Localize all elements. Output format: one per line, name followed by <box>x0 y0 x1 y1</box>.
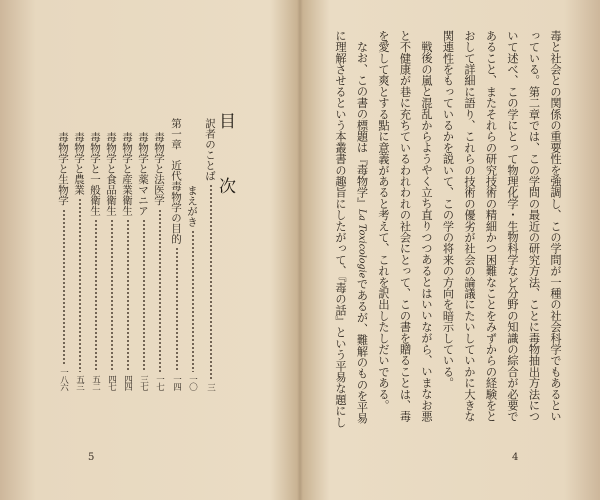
toc-title: 目 次 <box>215 112 235 208</box>
toc-entry-label: 毒物学と薬マニア <box>137 132 149 216</box>
toc-entry-page: 一〇 <box>187 375 198 390</box>
paragraph-text: 戦後の嵐と混乱からようやく立ち直りつつあるとはいいながら、いまなお悪と不健康が巷に充ちているわれわれの社会にとって、この書を贈ることは、毒を愛して爽とする點に意義があると考えて、これを訳出したしだいである。 <box>377 30 433 422</box>
toc-entry-page: 五二 <box>90 375 101 390</box>
toc-entry-label: 毒物学と食品衛生 <box>105 132 117 216</box>
toc-entry-page: 五三 <box>74 375 85 390</box>
toc-entry-label: 毒物学と一般衛生 <box>89 132 101 216</box>
toc-entry <box>88 132 103 390</box>
toc-leader <box>79 198 81 372</box>
toc-leader <box>143 219 145 372</box>
toc-entry <box>152 132 167 390</box>
toc-entry <box>169 118 184 390</box>
toc-entry-label: 訳者のことば <box>204 118 216 181</box>
toc-leader <box>111 219 113 372</box>
toc-leader <box>159 209 161 373</box>
toc-leader <box>192 230 194 372</box>
toc-entry-label: 毒物学と生物学 <box>57 132 69 206</box>
toc-entry-label: 毒物学と産業衛生 <box>121 132 133 216</box>
toc-entry <box>72 132 87 390</box>
toc-entry <box>185 185 200 390</box>
toc-entry-page: 一四 <box>171 375 182 390</box>
page-number-left: 5 <box>88 452 95 463</box>
text-block <box>326 30 566 430</box>
toc-entry-page: 四四 <box>122 375 133 390</box>
toc-entry <box>120 132 135 390</box>
toc-entry <box>203 118 218 390</box>
paragraph <box>437 30 566 430</box>
paragraph-text: であるが、難解のものを平易に理解させるという本叢書の趣旨にしたがって、『毒の話』という平易な題にし <box>334 30 369 428</box>
text-page <box>300 0 600 500</box>
paragraph-text: 毒と社会との関係の重要性を強調し、この学問が一種の社会科学でもあるといっている。第二章では、この学問の最近の研究方法、ことに毒物抽出方法について述べ、この学にとって物理化学・生物科学など分野の知識の綜合が必要であること、またそれらの研究技術の精細かつ困難なことをみずからの経験をとおして詳細に語り、これらの技術の優劣が社会の論議にたいしていかに大きな関連性をもっているかを説いて、この学の将来の方向を暗示している。 <box>441 30 562 422</box>
toc-entry-label: まえがき <box>186 185 198 227</box>
toc-entry-page: 一八六 <box>58 367 69 390</box>
toc-leader <box>210 184 212 380</box>
toc-entry-page: 一七 <box>154 375 165 390</box>
paragraph <box>326 30 373 430</box>
toc-entry-page: 三七 <box>138 375 149 390</box>
toc-entry-page: 四七 <box>106 375 117 390</box>
paragraph-text: なお、この書の標題は『毒物学』 <box>355 41 369 210</box>
paragraph <box>373 30 438 430</box>
toc-entry-label: 第一章 近代毒物学の目的 <box>170 118 182 244</box>
toc-leader <box>95 219 97 372</box>
toc-entry <box>136 132 151 390</box>
toc-leader <box>127 219 129 372</box>
toc-entry <box>56 132 71 390</box>
toc-leader <box>63 209 65 365</box>
toc-entry-label: 毒物学と農業 <box>73 132 85 195</box>
toc-entry-label: 毒物学と法医学 <box>153 132 165 206</box>
toc-entry-page: 三 <box>205 382 216 390</box>
toc-entry <box>104 132 119 390</box>
toc-leader <box>176 247 178 372</box>
page-number-right: 4 <box>512 452 519 463</box>
latin-title: La Toxicologie <box>356 209 368 279</box>
